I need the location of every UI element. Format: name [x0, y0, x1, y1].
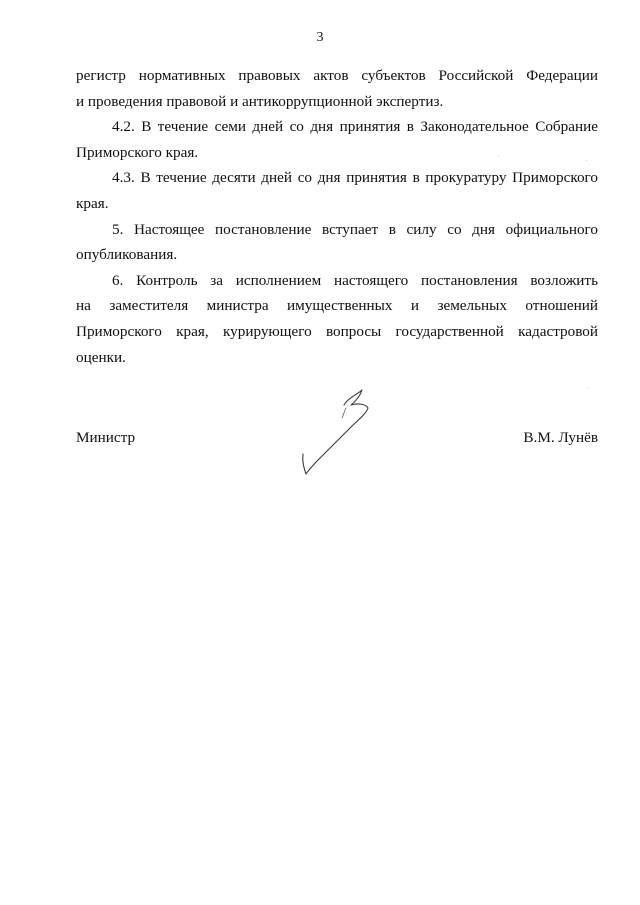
scan-speck [498, 156, 499, 157]
paragraph-line: 4.2. В течение семи дней со дня принятия в Законодательное Собрание [112, 118, 598, 136]
paragraph-line: опубликования. [76, 246, 178, 264]
paragraph-line: 5. Настоящее постановление вступает в силу со дня официального [112, 220, 598, 238]
paragraph-5 [76, 217, 598, 268]
paragraph-line: Приморского края, курирующего вопросы государственной кадастровой [76, 322, 598, 340]
handwritten-signature [296, 382, 396, 482]
paragraph-line: 4.3. В течение десяти дней со дня принятия в прокуратуру Приморского [112, 169, 598, 187]
paragraph-registry [76, 63, 598, 114]
paragraph-line: края. [76, 194, 109, 212]
document-body [76, 63, 598, 370]
paragraph-line: регистр нормативных правовых актов субъектов Российской Федерации [76, 67, 598, 84]
paragraph-6 [76, 268, 598, 370]
page-number: 3 [316, 30, 324, 45]
paragraph-line: Приморского края. [76, 143, 199, 161]
signer-title: Министр [76, 429, 136, 446]
scan-speck [587, 387, 588, 388]
paragraph-4-2 [76, 114, 598, 165]
paragraph-4-3 [76, 165, 598, 216]
scan-speck [586, 160, 587, 161]
paragraph-line: на заместителя министра имущественных и земельных отношений [76, 297, 598, 315]
paragraph-line: 6. Контроль за исполнением настоящего постановления возложить [112, 271, 598, 289]
paragraph-line: и проведения правовой и антикоррупционной экспертиз. [76, 92, 444, 110]
signer-name: В.М. Лунёв [523, 429, 598, 446]
paragraph-line: оценки. [76, 348, 126, 366]
